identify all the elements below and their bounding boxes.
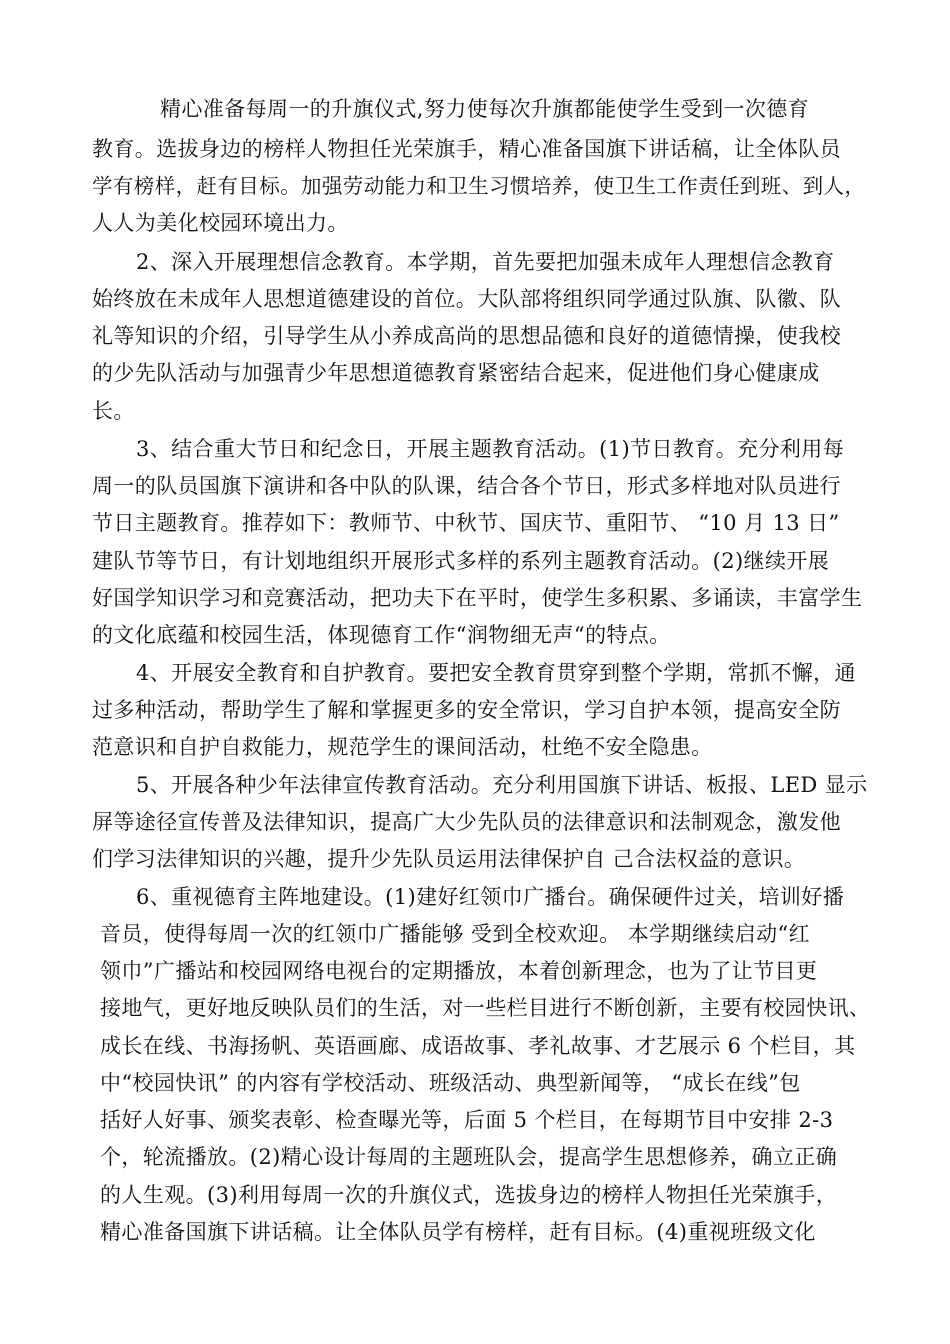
text-line: 精心准备国旗下讲话稿。让全体队员学有榜样，赶有目标。(4)重视班级文化 (100, 1220, 816, 1244)
text-line: 中“校园快讯” 的内容有学校活动、班级活动、典型新闻等， “成长在线”包 (100, 1071, 801, 1095)
text-line: 范意识和自护自救能力，规范学生的课间活动，杜绝不安全隐患。 (92, 735, 713, 759)
text-line: 的少先队活动与加强青少年思想道德教育紧密结合起来，促进他们身心健康成 (92, 361, 820, 385)
text-line: 成长在线、书海扬帆、英语画廊、成语故事、孝礼故事、才艺展示 6 个栏目，其 (100, 1034, 856, 1058)
text-line: 个，轮流播放。(2)精心设计每周的主题班队会，提高学生思想修养，确立正确 (100, 1145, 838, 1169)
text-line: 精心准备每周一的升旗仪式,努力使每次升旗都能使学生受到一次德育 (160, 97, 810, 121)
text-line: 教育。选拔身边的榜样人物担任光荣旗手，精心准备国旗下讲话稿，让全体队员 (92, 137, 841, 161)
text-line: 的人生观。(3)利用每周一次的升旗仪式，选拔身边的榜样人物担任光荣旗手， (100, 1183, 838, 1207)
text-line: 音员，使得每周一次的红领巾广播能够 受到全校欢迎。 本学期继续启动“红 (100, 922, 811, 946)
text-line: 接地气，更好地反映队员们的生活，对一些栏目进行不断创新，主要有校园快讯、 (100, 996, 871, 1020)
text-line: 5、开展各种少年法律宣传教育活动。充分利用国旗下讲话、板报、LED 显示 (136, 773, 868, 797)
text-line: 始终放在未成年人思想道德建设的首位。大队部将组织同学通过队旗、队徽、队 (92, 287, 841, 311)
text-line: 2、深入开展理想信念教育。本学期，首先要把加强未成年人理想信念教育 (136, 250, 835, 274)
text-line: 括好人好事、颁奖表彰、检查曝光等，后面 5 个栏目，在每期节目中安排 2-3 (100, 1108, 834, 1132)
text-line: 周一的队员国旗下演讲和各中队的队课，结合各个节日，形式多样地对队员进行 (92, 474, 841, 498)
text-line: 建队节等节日，有计划地组织开展形式多样的系列主题教育活动。(2)继续开展 (92, 549, 830, 573)
text-line: 屏等途径宣传普及法律知识，提高广大少先队员的法律意识和法制观念，激发他 (92, 810, 841, 834)
text-line: 3、结合重大节日和纪念日，开展主题教育活动。(1)节日教育。充分利用每 (136, 437, 845, 461)
text-line: 节日主题教育。推荐如下：教师节、中秋节、国庆节、重阳节、 “10 月 13 日” (92, 511, 840, 535)
text-line: 学有榜样，赶有目标。加强劳动能力和卫生习惯培养，使卫生工作责任到班、到人， (92, 174, 866, 198)
text-line: 6、重视德育主阵地建设。(1)建好红领巾广播台。确保硬件过关，培训好播 (136, 885, 845, 909)
text-line: 礼等知识的介绍，引导学生从小养成高尚的思想品德和良好的道德情操，使我校 (92, 324, 841, 348)
text-line: 好国学知识学习和竞赛活动，把功夫下在平时，使学生多积累、多诵读，丰富学生 (92, 586, 863, 610)
text-line: 的文化底蕴和校园生活，体现德育工作“润物细无声“的特点。 (92, 623, 671, 647)
text-line: 们学习法律知识的兴趣，提升少先队员运用法律保护自 己合法权益的意识。 (92, 847, 806, 871)
text-line: 领巾”广播站和校园网络电视台的定期播放，本着创新理念，也为了让节目更 (100, 959, 818, 983)
text-line: 长。 (92, 399, 135, 423)
text-line: 4、开展安全教育和自护教育。要把安全教育贯穿到整个学期，常抓不懈，通 (136, 661, 856, 685)
text-line: 人人为美化校园环境出力。 (92, 211, 349, 235)
text-line: 过多种活动，帮助学生了解和掌握更多的安全常识，学习自护本领，提高安全防 (92, 698, 841, 722)
